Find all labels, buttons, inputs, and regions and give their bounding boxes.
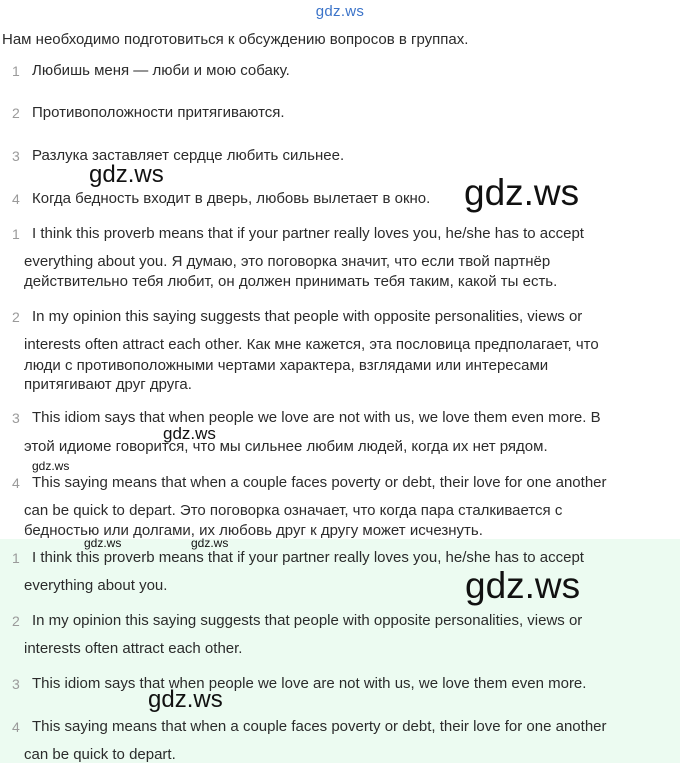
watermark: gdz.ws xyxy=(84,536,122,550)
answer-line: This saying means that when a couple faces poverty or debt, their love for one another xyxy=(32,718,607,735)
item-number: 4 xyxy=(12,191,20,207)
explanation-line: действительно тебя любит, он должен принимать тебя таким, какой ты есть. xyxy=(24,273,558,290)
item-number: 3 xyxy=(12,148,20,164)
watermark: gdz.ws xyxy=(148,686,223,713)
item-number: 2 xyxy=(12,105,20,121)
explanation-line: люди с противоположными чертами характера, взглядами или интересами xyxy=(24,357,549,374)
answer-line: I think this proverb means that if your partner really loves you, he/she has to accept xyxy=(32,549,584,566)
proverb-text: Когда бедность входит в дверь, любовь вылетает в окно. xyxy=(32,190,431,207)
answer-line: In my opinion this saying suggests that people with opposite personalities, views or xyxy=(32,612,583,629)
item-number: 3 xyxy=(12,410,20,426)
item-number: 2 xyxy=(12,309,20,325)
explanation-line: This saying means that when a couple faces poverty or debt, their love for one another xyxy=(32,474,607,491)
explanation-line: притягивают друг друга. xyxy=(24,376,192,393)
explanation-line: этой идиоме говорится, что мы сильнее любим людей, когда их нет рядом. xyxy=(24,438,548,455)
watermark: gdz.ws xyxy=(191,536,229,550)
watermark: gdz.ws xyxy=(465,565,581,606)
item-number: 4 xyxy=(12,719,20,735)
proverb-text: Разлука заставляет сердце любить сильнее. xyxy=(32,147,345,164)
explanation-line: I think this proverb means that if your partner really loves you, he/she has to accept xyxy=(32,225,584,242)
item-number: 4 xyxy=(12,475,20,491)
explanation-line: бедностью или долгами, их любовь друг к другу может исчезнуть. xyxy=(24,522,483,539)
item-number: 1 xyxy=(12,226,20,242)
watermark: gdz.ws xyxy=(163,424,216,443)
proverb-text: Любишь меня — люби и мою собаку. xyxy=(32,62,290,79)
site-logo[interactable]: gdz.ws xyxy=(315,3,365,20)
intro-text: Нам необходимо подготовиться к обсуждению вопросов в группах. xyxy=(2,31,469,48)
item-number: 2 xyxy=(12,613,20,629)
explanation-line: can be quick to depart. Это поговорка означает, что когда пара сталкивается с xyxy=(24,502,563,519)
item-number: 1 xyxy=(12,63,20,79)
answer-line: This idiom says that when people we love are not with us, we love them even more. xyxy=(32,675,587,692)
proverb-text: Противоположности притягиваются. xyxy=(32,104,285,121)
watermark: gdz.ws xyxy=(32,459,70,473)
explanation-line: This idiom says that when people we love are not with us, we love them even more. В xyxy=(32,409,601,426)
watermark: gdz.ws xyxy=(464,172,580,213)
answer-line: can be quick to depart. xyxy=(24,746,176,763)
item-number: 3 xyxy=(12,676,20,692)
explanation-line: In my opinion this saying suggests that people with opposite personalities, views or xyxy=(32,308,583,325)
explanation-line: interests often attract each other. Как мне кажется, эта пословица предполагает, что xyxy=(24,336,599,353)
watermark: gdz.ws xyxy=(89,161,164,188)
item-number: 1 xyxy=(12,550,20,566)
answer-line: everything about you. xyxy=(24,577,168,594)
explanation-line: everything about you. Я думаю, это поговорка значит, что если твой партнёр xyxy=(24,253,551,270)
answer-line: interests often attract each other. xyxy=(24,640,243,657)
